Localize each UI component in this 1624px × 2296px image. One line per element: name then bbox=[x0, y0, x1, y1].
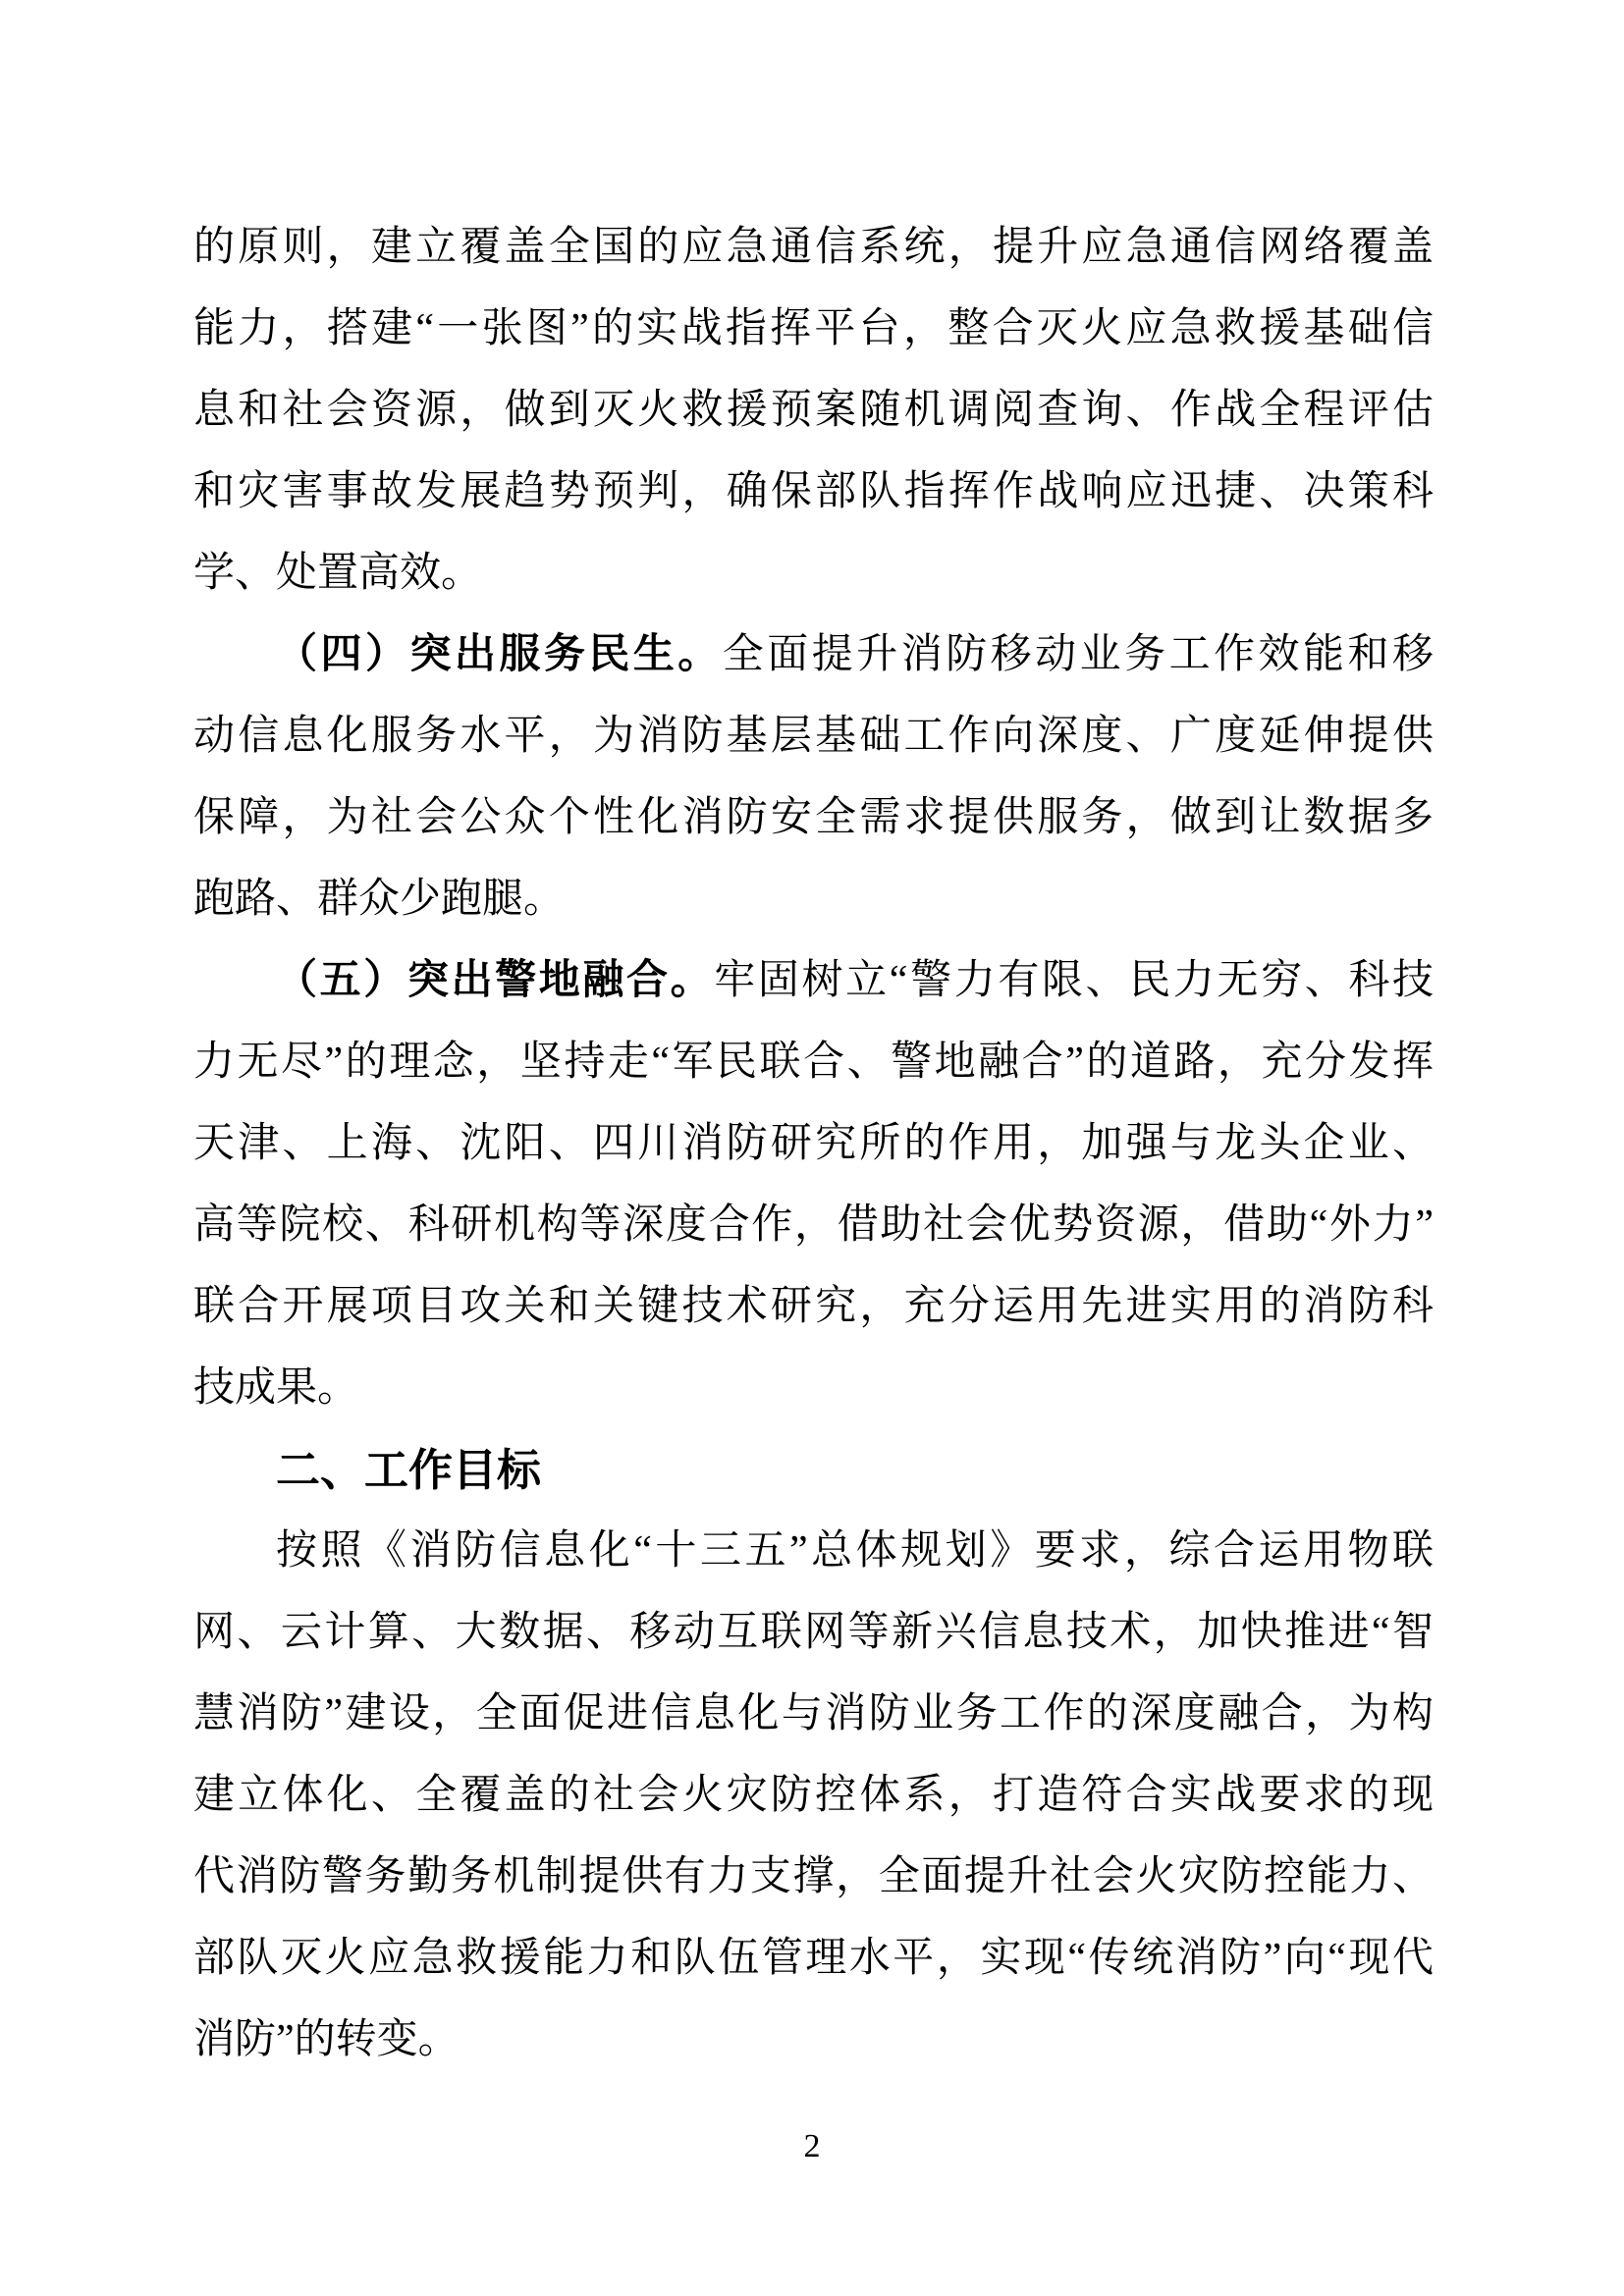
line-text: 联合开展项目攻关和关键技术研究，充分运用先进实用的消防科 bbox=[193, 1284, 1434, 1329]
line-text: 代消防警务勤务机制提供有力支撑，全面提升社会火灾防控能力、 bbox=[193, 1854, 1434, 1899]
text-line bbox=[193, 1674, 1434, 1755]
text-line bbox=[193, 1918, 1434, 2000]
line-text: 学、处置高效。 bbox=[193, 551, 483, 596]
document-body bbox=[193, 207, 1434, 2081]
text-line bbox=[193, 1592, 1434, 1674]
heading-text: 二、工作目标 bbox=[276, 1445, 542, 1495]
line-text: 技成果。 bbox=[193, 1365, 359, 1411]
line-text: 能力，搭建“一张图”的实战指挥平台，整合灭火应急救援基础信 bbox=[193, 306, 1434, 351]
bold-lead: （四）突出服务民生。 bbox=[276, 632, 723, 677]
text-line bbox=[193, 2000, 1434, 2081]
text-line bbox=[193, 533, 1434, 614]
line-text: 和灾害事故发展趋势预判，确保部队指挥作战响应迅捷、决策科 bbox=[193, 469, 1434, 514]
text-line bbox=[193, 1348, 1434, 1429]
text-line bbox=[193, 859, 1434, 940]
text-line bbox=[193, 207, 1434, 289]
line-text: 慧消防”建设，全面促进信息化与消防业务工作的深度融合，为构 bbox=[193, 1691, 1434, 1736]
line-text: 网、云计算、大数据、移动互联网等新兴信息技术，加快推进“智 bbox=[193, 1610, 1434, 1655]
text-line bbox=[193, 1185, 1434, 1266]
section-heading bbox=[193, 1429, 1434, 1511]
text-line bbox=[193, 289, 1434, 370]
line-text: 跑路、群众少跑腿。 bbox=[193, 877, 566, 922]
text-line bbox=[193, 1103, 1434, 1185]
text-line bbox=[193, 1266, 1434, 1348]
line-text: 的原则，建立覆盖全国的应急通信系统，提升应急通信网络覆盖 bbox=[193, 225, 1434, 270]
bold-lead: （五）突出警地融合。 bbox=[276, 958, 715, 1003]
line-text: 部队灭火应急救援能力和队伍管理水平，实现“传统消防”向“现代 bbox=[193, 1936, 1434, 1981]
paragraph-first-line bbox=[193, 940, 1434, 1022]
text-line bbox=[193, 1837, 1434, 1918]
text-line bbox=[193, 1022, 1434, 1103]
line-text: 牢固树立“警力有限、民力无穷、科技 bbox=[714, 958, 1434, 1003]
paragraph-first-line bbox=[193, 614, 1434, 696]
line-text: 动信息化服务水平，为消防基层基础工作向深度、广度延伸提供 bbox=[193, 714, 1434, 759]
text-line bbox=[193, 777, 1434, 859]
text-line bbox=[193, 452, 1434, 533]
line-text: 消防”的转变。 bbox=[193, 2017, 460, 2062]
line-text: 高等院校、科研机构等深度合作，借助社会优势资源，借助“外力” bbox=[193, 1202, 1434, 1248]
text-line bbox=[193, 1755, 1434, 1837]
text-line bbox=[193, 370, 1434, 452]
line-text: 全面提升消防移动业务工作效能和移 bbox=[722, 632, 1434, 677]
line-text: 天津、上海、沈阳、四川消防研究所的作用，加强与龙头企业、 bbox=[193, 1121, 1434, 1166]
line-text: 息和社会资源，做到灭火救援预案随机调阅查询、作战全程评估 bbox=[193, 388, 1434, 433]
text-line bbox=[193, 696, 1434, 777]
line-text: 保障，为社会公众个性化消防安全需求提供服务，做到让数据多 bbox=[193, 795, 1434, 840]
line-text: 建立体化、全覆盖的社会火灾防控体系，打造符合实战要求的现 bbox=[193, 1773, 1434, 1818]
line-text: 力无尽”的理念，坚持走“军民联合、警地融合”的道路，充分发挥 bbox=[193, 1040, 1434, 1085]
page-number: 2 bbox=[803, 2128, 821, 2164]
line-text: 按照《消防信息化“十三五”总体规划》要求，综合运用物联 bbox=[276, 1528, 1434, 1574]
paragraph-first-line bbox=[193, 1511, 1434, 1592]
